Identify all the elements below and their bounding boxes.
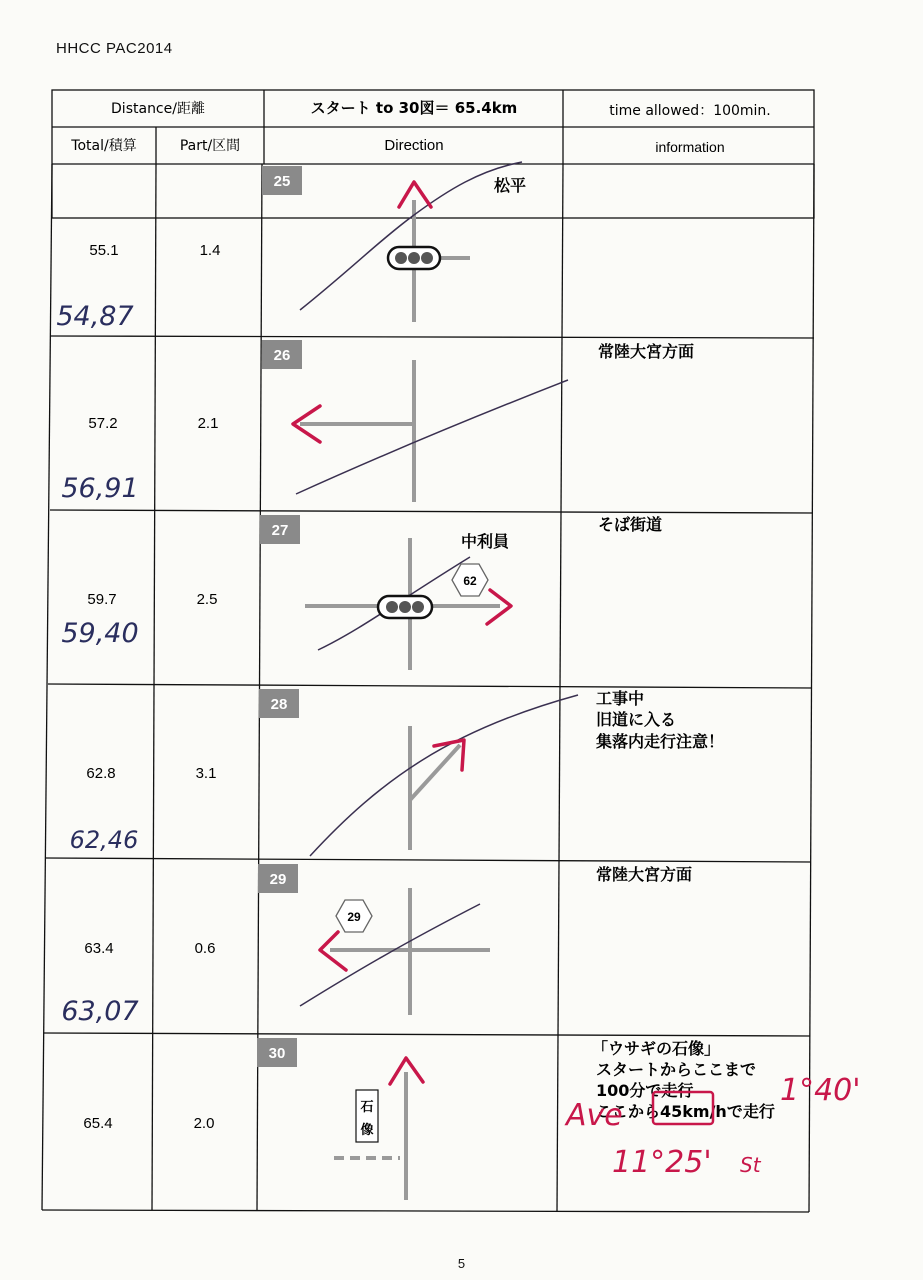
handwritten-odometer: 56,91 bbox=[61, 473, 139, 504]
route-sign-number: 29 bbox=[347, 910, 361, 924]
header-total: Total/積算 bbox=[71, 138, 137, 154]
handwritten-ave: Ave bbox=[566, 1098, 623, 1133]
part-distance: 2.0 bbox=[193, 1115, 215, 1132]
step-number: 29 bbox=[269, 871, 287, 888]
handwritten-time: 1°40' bbox=[780, 1073, 861, 1108]
total-distance: 57.2 bbox=[88, 415, 118, 432]
handwritten-time: 11°25' bbox=[612, 1145, 712, 1180]
total-distance: 59.7 bbox=[87, 591, 117, 608]
place-name: 中利員 bbox=[460, 532, 510, 551]
header-time-allowed: time allowed：100min. bbox=[609, 103, 771, 119]
info-line: 「ウサギの石像」 bbox=[592, 1039, 721, 1058]
info-line: 100分で走行 bbox=[596, 1081, 694, 1100]
handwritten-odometer: 54,87 bbox=[56, 301, 134, 332]
info-line: 常陸大宮方面 bbox=[598, 342, 695, 361]
total-distance: 63.4 bbox=[84, 940, 114, 957]
total-distance: 55.1 bbox=[89, 242, 119, 259]
pen-line bbox=[296, 380, 568, 494]
row-30 bbox=[83, 1038, 860, 1200]
page-number: 5 bbox=[457, 1256, 466, 1271]
header-distance: Distance/距離 bbox=[111, 101, 205, 117]
step-number: 28 bbox=[270, 696, 288, 713]
handwritten-odometer: 59,40 bbox=[61, 618, 139, 649]
total-distance: 65.4 bbox=[83, 1115, 113, 1132]
route-sign-number: 62 bbox=[463, 574, 477, 588]
info-line: スタートからここまで bbox=[596, 1060, 757, 1079]
page-header: HHCC PAC2014 bbox=[56, 40, 173, 57]
part-distance: 0.6 bbox=[194, 940, 216, 957]
info-line: 集落内走行注意！ bbox=[596, 732, 725, 751]
pen-line bbox=[310, 695, 578, 856]
row-28 bbox=[70, 689, 724, 856]
step-number: 27 bbox=[271, 522, 289, 539]
row-29 bbox=[61, 864, 692, 1027]
statue-sign-label: 像 bbox=[360, 1123, 374, 1138]
handwritten-odometer: 62,46 bbox=[69, 826, 139, 854]
step-number: 25 bbox=[273, 173, 291, 190]
handwritten-st: St bbox=[740, 1153, 761, 1177]
part-distance: 2.1 bbox=[197, 415, 219, 432]
road-diagram bbox=[300, 360, 414, 502]
handwritten-odometer: 63,07 bbox=[61, 996, 139, 1027]
step-number: 26 bbox=[273, 347, 291, 364]
header-direction: Direction bbox=[384, 137, 444, 154]
part-distance: 1.4 bbox=[199, 242, 221, 259]
info-line: ここから45km/hで走行 bbox=[596, 1102, 775, 1121]
info-line: 旧道に入る bbox=[596, 710, 677, 729]
place-name: 松平 bbox=[493, 176, 527, 195]
statue-sign-label: 石 bbox=[360, 1100, 374, 1115]
row-26 bbox=[61, 340, 694, 504]
info-line: そば街道 bbox=[598, 515, 663, 534]
total-distance: 62.8 bbox=[86, 765, 116, 782]
part-distance: 2.5 bbox=[196, 591, 218, 608]
row-27 bbox=[61, 515, 662, 670]
step-number: 30 bbox=[268, 1045, 286, 1062]
part-distance: 3.1 bbox=[195, 765, 217, 782]
info-line: 常陸大宮方面 bbox=[596, 865, 693, 884]
info-line: 工事中 bbox=[596, 689, 645, 708]
header-information: information bbox=[655, 139, 725, 155]
row-25 bbox=[56, 162, 526, 332]
header-part: Part/区間 bbox=[179, 138, 241, 154]
header-route: スタート to 30図＝ 65.4km bbox=[310, 99, 518, 117]
